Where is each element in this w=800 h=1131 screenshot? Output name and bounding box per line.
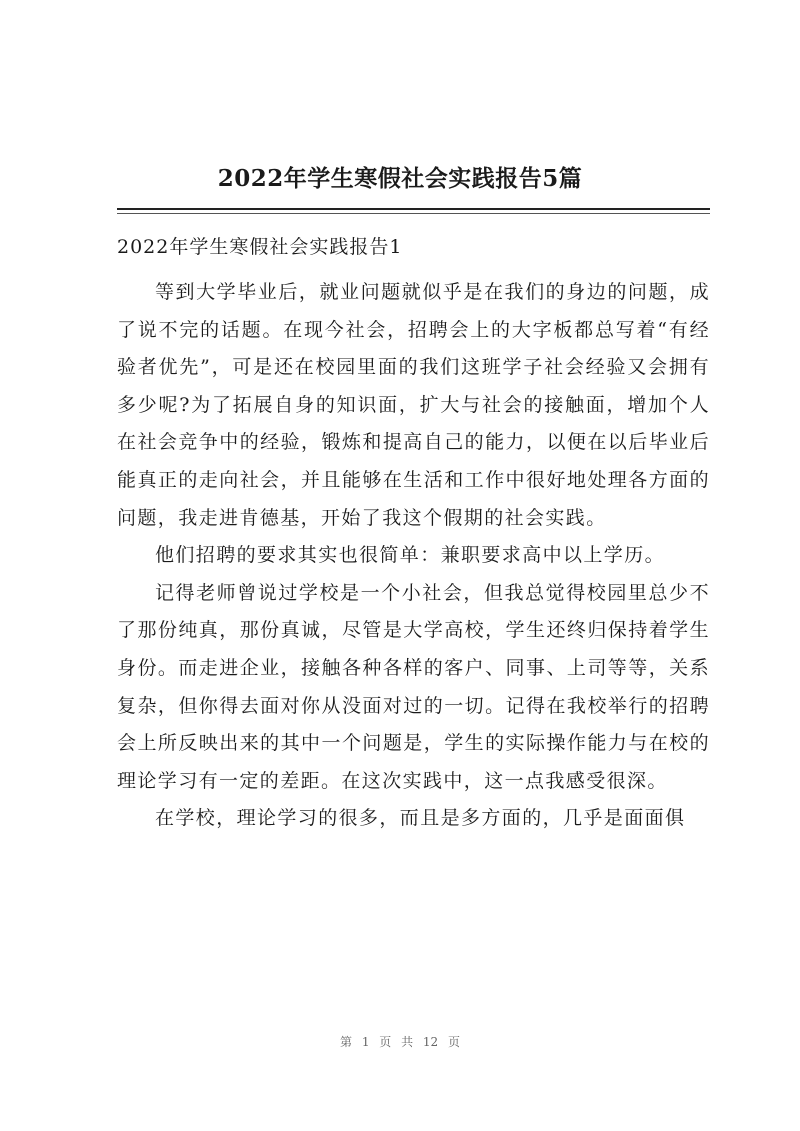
paragraph: 记得老师曾说过学校是一个小社会，但我总觉得校园里总少不了那份纯真，那份真诚，尽管是大学高校，学生还终归保持着学生身份。而走进企业，接触各种各样的客户、同事、上司等等，关系复杂，但你得去面对你从没面对过的一切。记得在我校举行的招聘会上所反映出来的其中一个问题是，学生的实际操作能力与在校的理论学习有一定的差距。在这次实践中，这一点我感受很深。 — [117, 581, 710, 792]
paragraph: 他们招聘的要求其实也很简单：兼职要求高中以上学历。 — [155, 544, 666, 567]
page-number-footer: 第 1 页 共 12 页 — [340, 1035, 460, 1049]
title-divider — [117, 208, 710, 210]
document-body — [117, 274, 710, 838]
paragraph: 等到大学毕业后，就业问题就似乎是在我们的身边的问题，成了说不完的话题。在现今社会，招聘会上的大字板都总写着“有经验者优先”，可是还在校园里面的我们这班学子社会经验又会拥有多少呢?为了拓展自身的知识面，扩大与社会的接触面，增加个人在社会竞争中的经验，锻炼和提高自己的能力，以便在以后毕业后能真正的走向社会，并且能够在生活和工作中很好地处理各方面的问题，我走进肯德基，开始了我这个假期的社会实践。 — [117, 281, 710, 529]
title-divider-thin — [117, 213, 710, 214]
document-title: 2022年学生寒假社会实践报告5篇 — [217, 165, 583, 192]
section-heading: 2022年学生寒假社会实践报告1 — [117, 236, 403, 258]
paragraph: 在学校，理论学习的很多，而且是多方面的，几乎是面面俱 — [155, 807, 686, 830]
